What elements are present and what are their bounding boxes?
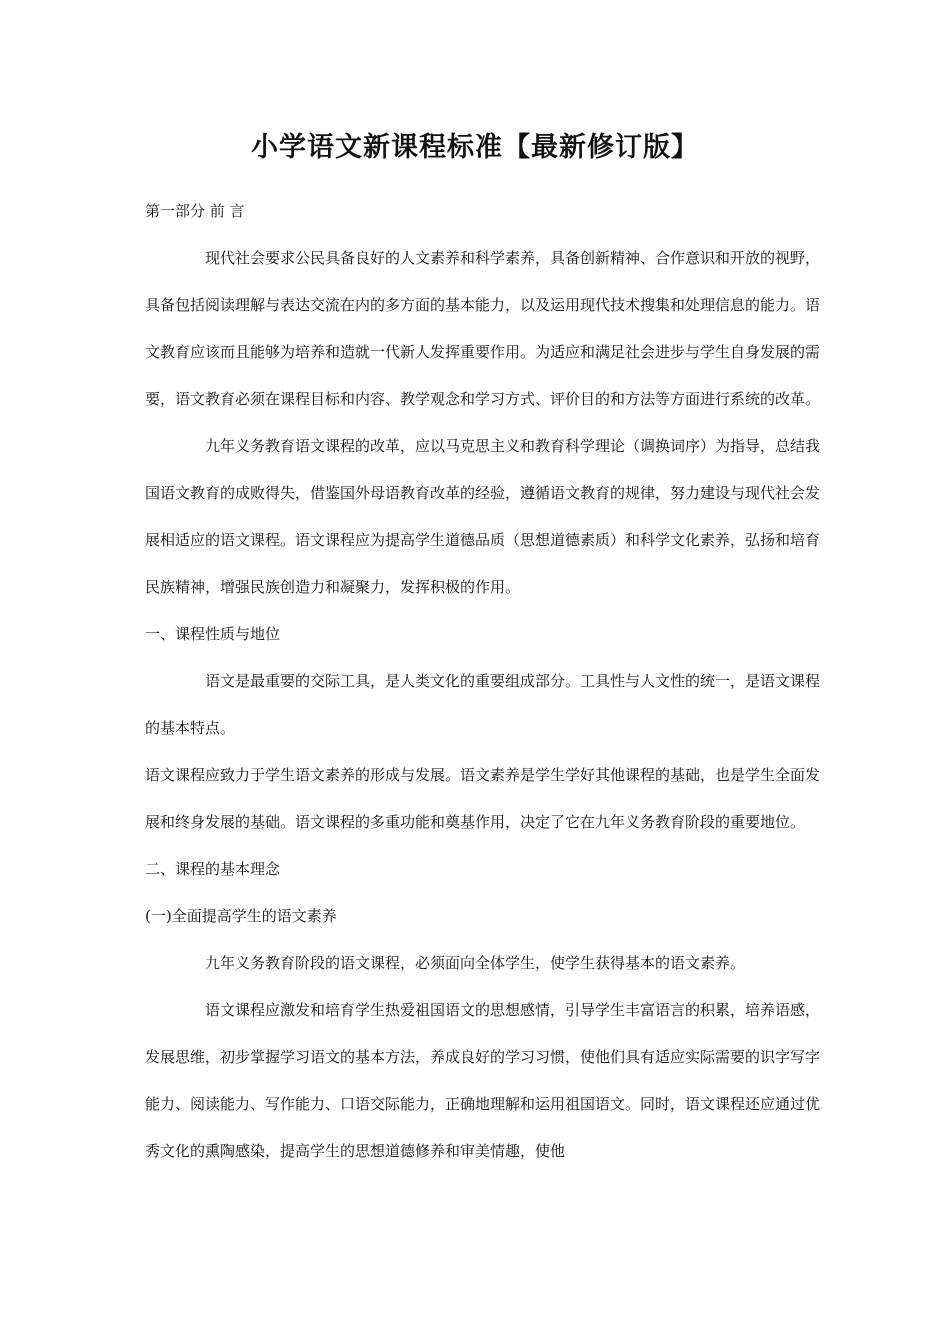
- paragraph: 语文课程应激发和培育学生热爱祖国语文的思想感情，引导学生丰富语言的积累，培养语感，发展思维，初步掌握学习语文的基本方法，养成良好的学习习惯，使他们具有适应实际需要的识字写字能力、阅读能力、写作能力、口语交际能力，正确地理解和运用祖国语文。同时，语文课程还应通过优秀文化的熏陶感染，提高学生的思想道德修养和审美情趣，使他: [145, 1001, 821, 1160]
- paragraph: 语文是最重要的交际工具，是人类文化的重要组成部分。工具性与人文性的统一，是语文课程的基本特点。: [145, 672, 821, 737]
- section-heading: 一、课程性质与地位: [145, 625, 281, 643]
- subsection-heading: (一)全面提高学生的语文素养: [145, 907, 337, 925]
- paragraph: 九年义务教育语文课程的改革，应以马克思主义和教育科学理论（调换词序）为指导，总结我国语文教育的成败得失，借鉴国外母语教育改革的经验，遵循语文教育的规律，努力建设与现代社会发展相适应的语文课程。语文课程应为提高学生道德品质（思想道德素质）和科学文化素养，弘扬和培育民族精神，增强民族创造力和凝聚力，发挥积极的作用。: [145, 437, 821, 596]
- paragraph: 九年义务教育阶段的语文课程，必须面向全体学生，使学生获得基本的语文素养。: [205, 954, 746, 972]
- paragraph: 现代社会要求公民具备良好的人文素养和科学素养，具备创新精神、合作意识和开放的视野，具备包括阅读理解与表达交流在内的多方面的基本能力，以及运用现代技术搜集和处理信息的能力。语文教育应该而且能够为培养和造就一代新人发挥重要作用。为适应和满足社会进步与学生自身发展的需要，语文教育必须在课程目标和内容、教学观念和学习方式、评价目的和方法等方面进行系统的改革。: [145, 249, 821, 408]
- document-title: 小学语文新课程标准【最新修订版】: [251, 132, 699, 163]
- section-heading: 第一部分 前 言: [145, 202, 245, 220]
- paragraph: 语文课程应致力于学生语文素养的形成与发展。语文素养是学生学好其他课程的基础，也是学生全面发展和终身发展的基础。语文课程的多重功能和奠基作用，决定了它在九年义务教育阶段的重要地位。: [145, 766, 821, 831]
- section-heading: 二、课程的基本理念: [145, 860, 281, 878]
- document-body: [145, 188, 820, 1175]
